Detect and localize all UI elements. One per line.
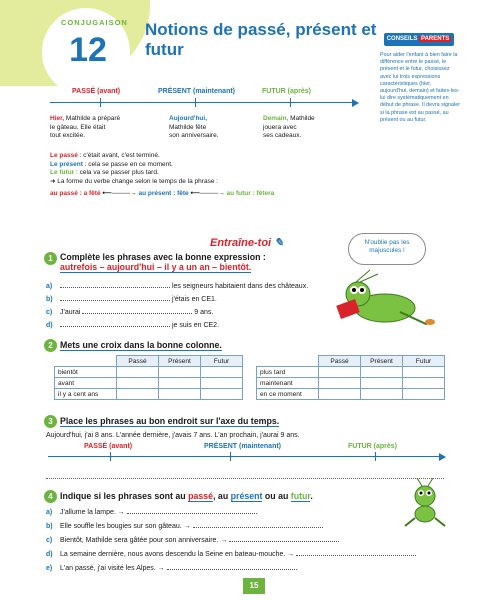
ex1-text-b: j'étais en CE1. — [170, 296, 217, 303]
ex4-sep1: , au — [213, 491, 231, 501]
timeline-past-label: PASSÉ (avant) — [72, 88, 121, 95]
ex1-text-a: les seigneurs habitaient dans des châteaux. — [170, 283, 309, 290]
ex1-number: 1 — [44, 252, 57, 265]
ex4-sep2: ou au — [262, 491, 291, 501]
ex4-item-a[interactable] — [46, 508, 446, 517]
rule-past-key: Le passé — [50, 152, 78, 159]
checkbox-cell[interactable] — [117, 367, 159, 378]
grasshopper-reading-illustration — [330, 268, 440, 338]
timeline-tick-present — [195, 98, 196, 107]
ex1-choices-text: autrefois – aujourd'hui – il y a un an – bientôt. — [60, 262, 252, 272]
ex1-instruction: Complète les phrases avec la bonne expression : — [60, 252, 266, 262]
ex2-table-left — [54, 355, 243, 400]
example-past-l1: Mathilde a préparé — [64, 115, 121, 122]
table-row — [55, 378, 243, 389]
form-arrow-1: ⟵────→ — [102, 190, 137, 197]
rule-past — [50, 152, 350, 161]
ex3-text: Aujourd'hui, j'ai 8 ans. L'année dernière, j'avais 7 ans. L'an prochain, j'aurai 9 ans. — [46, 432, 300, 439]
ex4-letter-d: d) — [46, 551, 53, 558]
ex4-letter-b: b) — [46, 523, 53, 530]
checkbox-cell[interactable] — [319, 367, 361, 378]
ex3-past-label: PASSÉ (avant) — [84, 443, 133, 450]
checkbox-cell[interactable] — [117, 389, 159, 400]
example-future — [263, 115, 363, 141]
ex4-blank-a[interactable] — [127, 513, 257, 514]
ex4-item-e[interactable] — [46, 564, 446, 573]
table-row — [257, 378, 445, 389]
ex1-blank-b[interactable] — [60, 300, 170, 301]
checkbox-cell[interactable] — [201, 389, 243, 400]
checkbox-cell[interactable] — [361, 389, 403, 400]
ex4-letter-c: c) — [46, 537, 53, 544]
ex4-blank-b[interactable] — [193, 527, 323, 528]
example-present — [169, 115, 269, 141]
timeline-arrow — [352, 99, 359, 107]
rule-present-text: : cela se passe en ce moment. — [82, 160, 173, 168]
checkbox-cell[interactable] — [201, 367, 243, 378]
example-present-l2: Mathilde fête — [169, 123, 207, 131]
timeline-tick-future — [290, 98, 291, 107]
ex1-letter-d: d) — [46, 322, 53, 329]
ex4-end: . — [310, 491, 313, 501]
ex1-item-d[interactable] — [46, 321, 346, 330]
parents-tag-2: PARENTS — [421, 36, 450, 42]
header-futur: Futur — [403, 356, 445, 367]
exercise-heading-text: Entraîne-toi — [210, 237, 272, 249]
form-arrow-2: ⟵────→ — [190, 190, 225, 197]
ex4-futur: futur — [290, 491, 311, 501]
ex3-number: 3 — [44, 415, 57, 428]
ex3-present-label: PRÉSENT (maintenant) — [204, 443, 282, 450]
ex4-text-a: J'allume la lampe. → — [60, 509, 125, 516]
row-label: avant — [55, 378, 117, 389]
timeline-future-label: FUTUR (après) — [262, 88, 312, 95]
table-row — [257, 367, 445, 378]
example-past-key: Hier, — [50, 115, 65, 122]
example-future-l2: jouera avec — [263, 123, 297, 131]
example-past — [50, 115, 160, 141]
example-past-l3: tout excitée. — [50, 132, 86, 140]
checkbox-cell[interactable] — [319, 378, 361, 389]
rule-future — [50, 169, 350, 178]
speech-bubble: N'oublie pas les majuscules ! — [348, 233, 426, 265]
ex3-timeline-arrow — [439, 453, 446, 461]
ex1-letter-a: a) — [46, 283, 53, 290]
row-label: maintenant — [257, 378, 319, 389]
ex4-letter-e: e) — [46, 565, 53, 572]
ex1-letter-b: b) — [46, 296, 53, 303]
rule-past-text: : c'était avant, c'est terminé. — [77, 152, 160, 159]
ex4-number: 4 — [44, 490, 57, 503]
rule-future-key: Le futur — [50, 169, 75, 177]
header-present: Présent — [159, 356, 201, 367]
checkbox-cell[interactable] — [403, 367, 445, 378]
checkbox-cell[interactable] — [201, 378, 243, 389]
checkbox-cell[interactable] — [117, 378, 159, 389]
timeline-axis — [50, 102, 354, 103]
ex1-choices — [60, 262, 360, 272]
row-label: en ce moment — [257, 389, 319, 400]
ex4-blank-d[interactable] — [296, 555, 416, 556]
ex4-title-a: Indique si les phrases sont au — [60, 491, 189, 501]
ex1-text-d: je suis en CE2. — [170, 322, 220, 329]
ex4-title — [60, 491, 390, 501]
checkbox-cell[interactable] — [403, 378, 445, 389]
ex4-item-b[interactable] — [46, 522, 446, 531]
ex4-text-b: Elle souffle les bougies sur son gâteau. → — [60, 523, 191, 530]
ex2-title — [60, 340, 222, 350]
exercise-heading — [210, 236, 283, 249]
table-row — [257, 356, 445, 367]
row-label: plus tard — [257, 367, 319, 378]
grasshopper-thinking-illustration — [395, 478, 455, 528]
page-number: 15 — [243, 578, 265, 594]
ex2-number: 2 — [44, 339, 57, 352]
form-past: au passé : a fêté — [50, 190, 101, 197]
ex4-text-c: Bientôt, Mathilde sera gâtée pour son anniversaire. → — [60, 537, 228, 544]
ex1-item-a[interactable] — [46, 282, 346, 291]
header-futur: Futur — [201, 356, 243, 367]
timeline-present-label: PRÉSENT (maintenant) — [158, 88, 236, 95]
ex3-future-label: FUTUR (après) — [348, 443, 398, 450]
ex4-text-e: L'an passé, j'ai visité les Alpes. → — [60, 565, 165, 572]
page-title: Notions de passé, présent et futur — [145, 20, 377, 59]
ex3-tick-present — [230, 452, 231, 461]
parents-tag-1: CONSEILS — [386, 36, 418, 42]
header-passe: Passé — [117, 356, 159, 367]
checkbox-cell[interactable] — [361, 367, 403, 378]
ex4-letter-a: a) — [46, 509, 53, 516]
row-label: il y a cent ans — [55, 389, 117, 400]
ex3-tick-future — [375, 452, 376, 461]
ex1-item-c[interactable] — [46, 308, 346, 317]
ex4-item-d[interactable] — [46, 550, 466, 559]
row-label: bientôt — [55, 367, 117, 378]
ex3-answer-line[interactable] — [46, 478, 444, 479]
example-future-l1: Mathilde — [288, 115, 315, 122]
timeline-tick-past — [100, 98, 101, 107]
header-present: Présent — [361, 356, 403, 367]
ex1-text-c: 9 ans. — [192, 309, 214, 316]
header-cell-empty — [257, 356, 319, 367]
checkbox-cell[interactable] — [403, 389, 445, 400]
parents-advice: Pour aider l'enfant à bien faire la différence entre le passé, le présent et le futur, choisissez avec lui trois expressions caractéristiques (hier, aujourd'hui, demain) et faites-les-lui dire systématiquement en début de phrase. Il devra signaler si la phrase est au passé, au présent ou au futur. — [380, 52, 461, 123]
ex2-table-right — [256, 355, 445, 400]
ex3-title — [60, 416, 279, 426]
checkbox-cell[interactable] — [319, 389, 361, 400]
table-row — [55, 367, 243, 378]
example-future-key: Demain, — [263, 115, 289, 122]
rule-present-key: Le présent — [50, 160, 83, 168]
chapter-number: 12 — [69, 31, 107, 69]
ex4-blank-c[interactable] — [229, 541, 339, 542]
table-row — [257, 389, 445, 400]
ex4-present: présent — [230, 491, 263, 501]
ex1-blank-c[interactable] — [82, 313, 192, 314]
ex1-item-b[interactable] — [46, 295, 346, 304]
form-future: au futur : fêtera — [226, 190, 275, 197]
ex1-blank-a[interactable] — [60, 287, 170, 288]
chapter-category: CONJUGAISON — [61, 18, 128, 27]
rule-present — [50, 161, 350, 170]
rules — [50, 152, 350, 186]
ex1-letter-c: c) — [46, 309, 53, 316]
ex1-title — [60, 252, 360, 272]
checkbox-cell[interactable] — [159, 367, 201, 378]
example-present-key: Aujourd'hui, — [169, 115, 208, 122]
form-present: au présent : fête — [138, 190, 189, 197]
ex4-text-d: La semaine dernière, nous avons descendu la Seine en bateau-mouche. → — [60, 551, 295, 558]
ex4-blank-e[interactable] — [167, 569, 297, 570]
header-passe: Passé — [319, 356, 361, 367]
header-cell-empty — [55, 356, 117, 367]
ex3-tick-past — [110, 452, 111, 461]
ex1-pre-c: J'aurai — [60, 309, 83, 316]
ex3-title-text: Place les phrases au bon endroit sur l'axe du temps. — [60, 416, 280, 426]
checkbox-cell[interactable] — [361, 378, 403, 389]
checkbox-cell[interactable] — [159, 389, 201, 400]
example-past-l2: le gâteau. Elle était — [50, 123, 106, 131]
parents-tag — [384, 33, 454, 46]
rule-future-text: : cela va se passer plus tard. — [74, 169, 159, 177]
ex4-passe: passé — [188, 491, 214, 501]
example-future-l3: ses cadeaux. — [263, 132, 302, 140]
pencil-icon: ✎ — [274, 237, 284, 249]
table-row — [55, 356, 243, 367]
rule-note: ➜ La forme du verbe change selon le temps de la phrase : — [50, 177, 219, 185]
ex2-title-text: Mets une croix dans la bonne colonne. — [60, 340, 222, 350]
ex4-item-c[interactable] — [46, 536, 446, 545]
table-row — [55, 389, 243, 400]
example-present-l3: son anniversaire. — [169, 132, 219, 140]
ex3-timeline-axis — [48, 456, 441, 457]
checkbox-cell[interactable] — [159, 378, 201, 389]
ex1-blank-d[interactable] — [60, 326, 170, 327]
verb-forms — [50, 190, 370, 199]
